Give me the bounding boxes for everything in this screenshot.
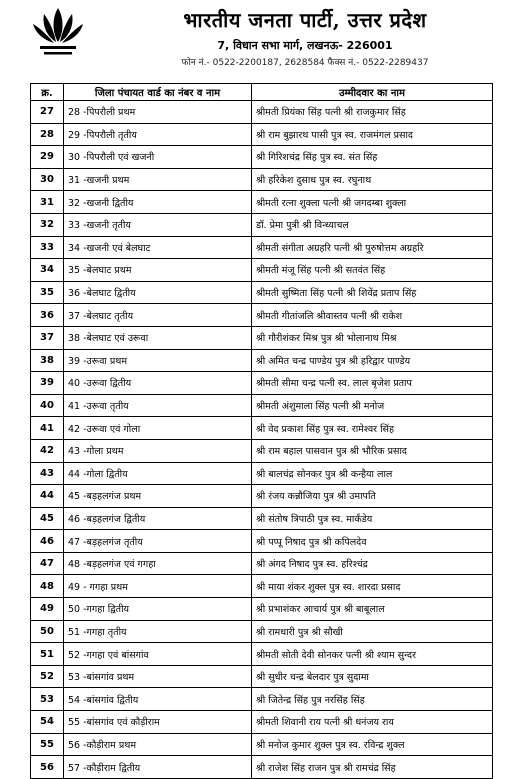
table-row xyxy=(31,304,493,327)
table-row xyxy=(31,236,493,259)
candidate-cell: श्री राम बहाल पासवान पुत्र श्री भौरिक प्रसाद xyxy=(252,439,493,462)
serial-cell: 50 xyxy=(31,620,64,643)
candidate-cell: श्रीमती संगीता अग्रहरि पत्नी श्री पुरुषोत्तम अग्रहरि xyxy=(252,236,493,259)
candidate-cell: श्रीमती रत्ना शुक्ला पत्नी श्री जगदम्बा शुक्ला xyxy=(252,191,493,214)
serial-cell: 34 xyxy=(31,259,64,282)
candidate-cell: श्री माया शंकर शुक्ल पुत्र स्व. शारदा प्रसाद xyxy=(252,575,493,598)
table-row xyxy=(31,530,493,553)
ward-cell: 37 -बेलघाट तृतीय xyxy=(64,304,252,327)
serial-cell: 53 xyxy=(31,688,64,711)
candidate-cell: श्री सुधीर चन्द्र बेलदार पुत्र सुदामा xyxy=(252,665,493,688)
table-row xyxy=(31,101,493,124)
serial-cell: 33 xyxy=(31,236,64,259)
candidate-cell: श्री हरिकेश दुसाध पुत्र स्व. रघुनाथ xyxy=(252,168,493,191)
candidate-cell: श्री मनोज कुमार शुक्ल पुत्र स्व. रविन्द्र शुक्ल xyxy=(252,733,493,756)
serial-cell: 31 xyxy=(31,191,64,214)
ward-cell: 33 -खजनी तृतीय xyxy=(64,213,252,236)
table-row xyxy=(31,259,493,282)
candidate-cell: श्री जितेन्द्र सिंह पुत्र नरसिंह सिंह xyxy=(252,688,493,711)
serial-cell: 55 xyxy=(31,733,64,756)
table-row xyxy=(31,462,493,485)
candidate-cell: श्री बालचंद्र सोनकर पुत्र श्री कन्हैया लाल xyxy=(252,462,493,485)
column-header-serial: क्र. xyxy=(31,84,64,101)
serial-cell: 37 xyxy=(31,326,64,349)
candidate-cell: श्री अंगद निषाद पुत्र स्व. हरिश्चंद्र xyxy=(252,552,493,575)
table-row xyxy=(31,439,493,462)
table-row xyxy=(31,552,493,575)
ward-cell: 43 -गोला प्रथम xyxy=(64,439,252,462)
ward-cell: 46 -बड़हलगंज द्वितीय xyxy=(64,507,252,530)
column-header-ward: जिला पंचायत वार्ड का नंबर व नाम xyxy=(64,84,252,101)
table-row xyxy=(31,191,493,214)
lotus-icon xyxy=(30,4,86,60)
column-header-candidate: उम्मीदवार का नाम xyxy=(252,84,493,101)
party-title: भारतीय जनता पार्टी, उत्तर प्रदेश xyxy=(183,8,427,32)
candidate-cell: श्री रामधारी पुत्र श्री सौखी xyxy=(252,620,493,643)
serial-cell: 30 xyxy=(31,168,64,191)
table-row xyxy=(31,688,493,711)
serial-cell: 28 xyxy=(31,123,64,146)
serial-cell: 48 xyxy=(31,575,64,598)
ward-cell: 31 -खजनी प्रथम xyxy=(64,168,252,191)
table-row xyxy=(31,756,493,779)
ward-cell: 36 -बेलघाट द्वितीय xyxy=(64,281,252,304)
candidate-cell: श्री संतोष त्रिपाठी पुत्र स्व. मार्कंडेय xyxy=(252,507,493,530)
serial-cell: 47 xyxy=(31,552,64,575)
candidate-cell: डॉ. प्रेमा पुत्री श्री विन्ध्याचल xyxy=(252,213,493,236)
serial-cell: 29 xyxy=(31,146,64,169)
serial-cell: 44 xyxy=(31,485,64,508)
candidate-table xyxy=(30,83,493,779)
table-header-row xyxy=(31,84,493,101)
office-address: 7, विधान सभा मार्ग, लखनऊ- 226001 xyxy=(217,39,393,52)
ward-cell: 49 - गगहा प्रथम xyxy=(64,575,252,598)
table-row xyxy=(31,394,493,417)
ward-cell: 42 -उरूवा एवं गोला xyxy=(64,417,252,440)
ward-cell: 51 -गगहा तृतीय xyxy=(64,620,252,643)
serial-cell: 49 xyxy=(31,598,64,621)
table-row xyxy=(31,349,493,372)
serial-cell: 40 xyxy=(31,394,64,417)
table-row xyxy=(31,417,493,440)
candidate-cell: श्रीमती मंजू सिंह पत्नी श्री सतवंत सिंह xyxy=(252,259,493,282)
serial-cell: 43 xyxy=(31,462,64,485)
table-row xyxy=(31,665,493,688)
serial-cell: 52 xyxy=(31,665,64,688)
candidate-cell: श्रीमती सीमा चन्द्र पत्नी स्व. लाल बृजेश प्रताप xyxy=(252,372,493,395)
candidate-cell: श्री वेद प्रकाश सिंह पुत्र स्व. रामेश्वर सिंह xyxy=(252,417,493,440)
serial-cell: 35 xyxy=(31,281,64,304)
table-row xyxy=(31,213,493,236)
table-row xyxy=(31,620,493,643)
ward-cell: 30 -पिपरौली एवं खजनी xyxy=(64,146,252,169)
table-row xyxy=(31,643,493,666)
ward-cell: 55 -बांसगांव एवं कौड़ीराम xyxy=(64,711,252,734)
candidate-cell: श्री गिरिशचंद्र सिंह पुत्र स्व. संत सिंह xyxy=(252,146,493,169)
ward-cell: 53 -बांसगांव प्रथम xyxy=(64,665,252,688)
serial-cell: 54 xyxy=(31,711,64,734)
ward-cell: 48 -बड़हलगंज एवं गगहा xyxy=(64,552,252,575)
ward-cell: 40 -उरूवा द्वितीय xyxy=(64,372,252,395)
ward-cell: 34 -खजनी एवं बेलघाट xyxy=(64,236,252,259)
table-row xyxy=(31,485,493,508)
ward-cell: 47 -बड़हलगंज तृतीय xyxy=(64,530,252,553)
candidate-cell: श्री प्रभाशंकर आचार्य पुत्र श्री बाबूलाल xyxy=(252,598,493,621)
table-row xyxy=(31,281,493,304)
table-row xyxy=(31,598,493,621)
candidate-cell: श्रीमती शिवानी राय पत्नी श्री धनंजय राय xyxy=(252,711,493,734)
serial-cell: 46 xyxy=(31,530,64,553)
document-header xyxy=(0,0,519,80)
candidate-cell: श्रीमती सोती देवी सोनकर पत्नी श्री श्याम सुन्दर xyxy=(252,643,493,666)
serial-cell: 32 xyxy=(31,213,64,236)
ward-cell: 50 -गगहा द्वितीय xyxy=(64,598,252,621)
ward-cell: 38 -बेलघाट एवं उरूवा xyxy=(64,326,252,349)
ward-cell: 45 -बड़हलगंज प्रथम xyxy=(64,485,252,508)
table-row xyxy=(31,575,493,598)
table-row xyxy=(31,372,493,395)
candidate-cell: श्री रंजय कन्नौजिया पुत्र श्री उमापति xyxy=(252,485,493,508)
ward-cell: 52 -गगहा एवं बांसगांव xyxy=(64,643,252,666)
candidate-cell: श्री अमित चन्द्र पाण्डेय पुत्र श्री हरिद्वार पाण्डेय xyxy=(252,349,493,372)
ward-cell: 35 -बेलघाट प्रथम xyxy=(64,259,252,282)
table-row xyxy=(31,326,493,349)
candidate-cell: श्रीमती सुष्मिता सिंह पत्नी श्री शिवेंद्र प्रताप सिंह xyxy=(252,281,493,304)
serial-cell: 45 xyxy=(31,507,64,530)
candidate-cell: श्री राम बुझारथ पासी पुत्र स्व. राजमंगल प्रसाद xyxy=(252,123,493,146)
candidate-cell: श्रीमती गीतांजलि श्रीवास्तव पत्नी श्री राकेश xyxy=(252,304,493,327)
ward-cell: 32 -खजनी द्वितीय xyxy=(64,191,252,214)
ward-cell: 56 -कौड़ीराम प्रथम xyxy=(64,733,252,756)
ward-cell: 54 -बांसगांव द्वितीय xyxy=(64,688,252,711)
table-row xyxy=(31,123,493,146)
ward-cell: 28 -पिपरौली प्रथम xyxy=(64,101,252,124)
table-row xyxy=(31,733,493,756)
serial-cell: 36 xyxy=(31,304,64,327)
contact-info: फोन नं.- 0522-2200187, 2628584 फैक्स नं.- 0522-2289437 xyxy=(181,58,429,68)
ward-cell: 44 -गोला द्वितीय xyxy=(64,462,252,485)
candidate-cell: श्रीमती अंशुमाला सिंह पत्नी श्री मनोज xyxy=(252,394,493,417)
candidate-cell: श्री राजेश सिंह राजन पुत्र श्री रामचंद्र सिंह xyxy=(252,756,493,779)
candidate-cell: श्री पप्पू निषाद पुत्र श्री कपिलदेव xyxy=(252,530,493,553)
table-row xyxy=(31,507,493,530)
serial-cell: 56 xyxy=(31,756,64,779)
ward-cell: 29 -पिपरौली तृतीय xyxy=(64,123,252,146)
table-row xyxy=(31,711,493,734)
serial-cell: 38 xyxy=(31,349,64,372)
table-row xyxy=(31,168,493,191)
serial-cell: 41 xyxy=(31,417,64,440)
serial-cell: 39 xyxy=(31,372,64,395)
ward-cell: 39 -उरूवा प्रथम xyxy=(64,349,252,372)
ward-cell: 41 -उरूवा तृतीय xyxy=(64,394,252,417)
serial-cell: 27 xyxy=(31,101,64,124)
candidate-cell: श्रीमती प्रियंका सिंह पत्नी श्री राजकुमार सिंह xyxy=(252,101,493,124)
candidate-cell: श्री गौरीशंकर मिश्र पुत्र श्री भोलानाथ मिश्र xyxy=(252,326,493,349)
serial-cell: 51 xyxy=(31,643,64,666)
serial-cell: 42 xyxy=(31,439,64,462)
table-row xyxy=(31,146,493,169)
ward-cell: 57 -कौड़ीराम द्वितीय xyxy=(64,756,252,779)
